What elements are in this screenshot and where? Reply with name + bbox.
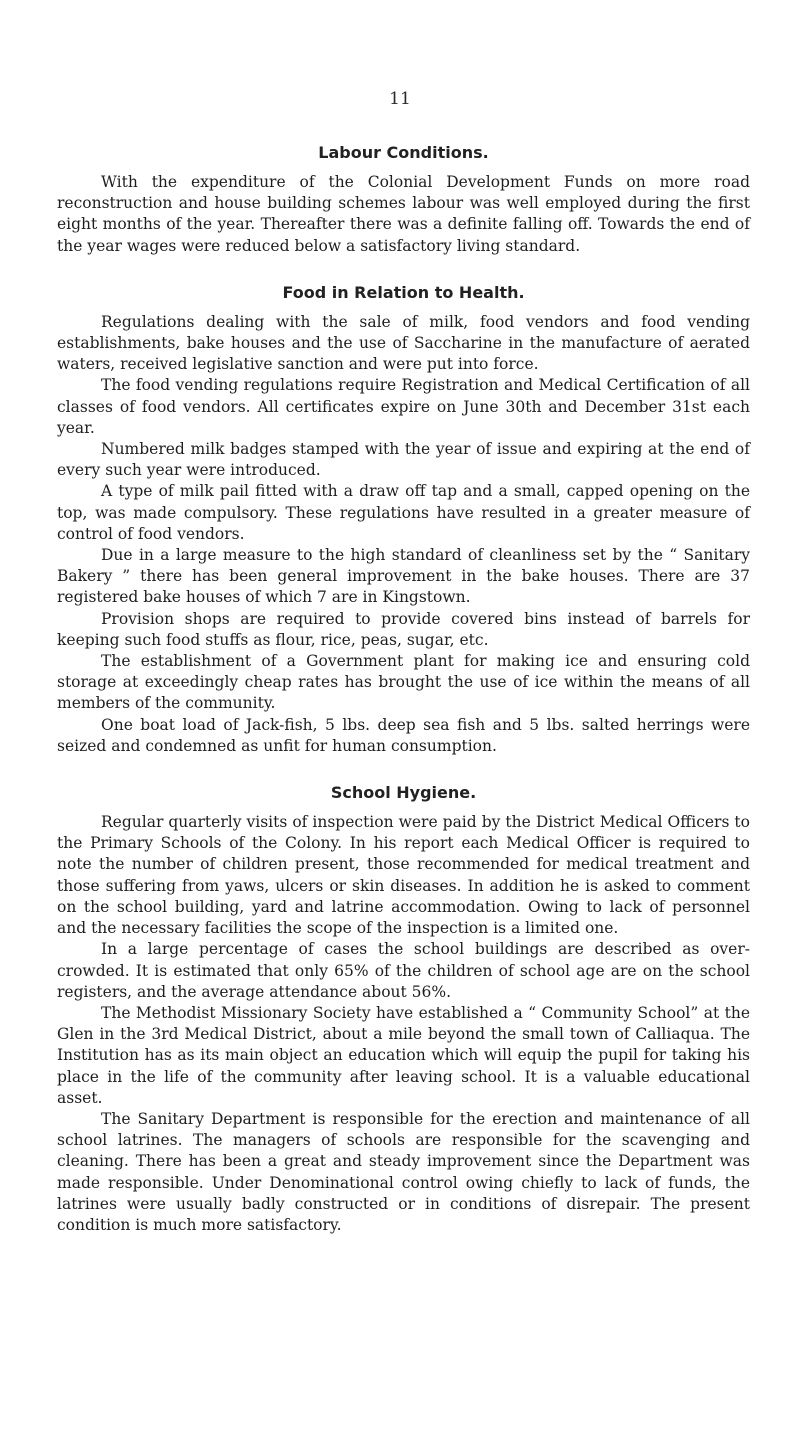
- section-food-health: [57, 283, 750, 757]
- page-number: 11: [389, 89, 411, 109]
- section-heading: School Hygiene.: [330, 783, 477, 803]
- paragraph: Due in a large measure to the high standard of cleanliness set by the “ Sanitary Bakery ” there has been general improvement in the bake houses. There are 37 registered bake houses of which 7 are in Kingstown.: [57, 546, 750, 607]
- section-labour-conditions: [57, 143, 750, 257]
- document-body: [57, 143, 750, 1236]
- paragraph: The establishment of a Government plant for making ice and ensuring cold storage at exceedingly cheap rates has brought the use of ice within the means of all members of the community.: [57, 652, 750, 713]
- paragraph: Regulations dealing with the sale of milk, food vendors and food vending establishments, bake houses and the use of Saccharine in the manufacture of aerated waters, received legislative sanction and were put into force.: [57, 312, 750, 374]
- paragraph: The Methodist Missionary Society have established a “ Community School” at the Glen in the 3rd Medical District, about a mile beyond the small town of Calliaqua. The Institution has as its main object an education which will equip the pupil for taking his place in the life of the community after leaving school. It is a valuable educational asset.: [57, 1003, 750, 1107]
- paragraph: The Sanitary Department is responsible for the erection and maintenance of all school latrines. The managers of schools are responsible for the scavenging and cleaning. There has been a great and steady improvement since the Department was made responsible. Under Denominational control owing chiefly to lack of funds, the latrines were usually badly constructed or in conditions of disrepair. The present condition is much more satisfactory.: [57, 1109, 750, 1234]
- paragraph: The food vending regulations require Registration and Medical Certification of all classes of food vendors. All certificates expire on June 30th and December 31st each year.: [57, 376, 750, 437]
- section-heading: Labour Conditions.: [318, 143, 489, 162]
- paragraph: Regular quarterly visits of inspection were paid by the District Medical Officers to the Primary Schools of the Colony. In his report each Medical Officer is required to note the number of children present, those recommended for medical treatment and those suffering from yaws, ulcers or skin diseases. In addition he is asked to comment on the school building, yard and latrine accommodation. Owing to lack of personnel and the necessary facilities the scope of the inspection is a limited one.: [57, 813, 750, 938]
- paragraph: In a large percentage of cases the school buildings are described as over-crowded. It is estimated that only 65% of the children of school age are on the school registers, and the average attendance about 56%.: [57, 940, 750, 1001]
- section-school-hygiene: [57, 783, 750, 1236]
- paragraph: Numbered milk badges stamped with the year of issue and expiring at the end of every such year were introduced.: [57, 440, 750, 480]
- paragraph: Provision shops are required to provide covered bins instead of barrels for keeping such food stuffs as flour, rice, peas, sugar, etc.: [57, 609, 750, 649]
- section-heading: Food in Relation to Health.: [282, 282, 525, 302]
- paragraph: With the expenditure of the Colonial Development Funds on more road reconstruction and house building schemes labour was well employed during the first eight months of the year. Thereafter there was a definite falling off. Towards the end of the year wages were reduced below a satisfactory living standard.: [57, 173, 750, 255]
- paragraph: One boat load of Jack-fish, 5 lbs. deep sea fish and 5 lbs. salted herrings were seized and condemned as unfit for human consumption.: [57, 715, 750, 755]
- paragraph: A type of milk pail fitted with a draw off tap and a small, capped opening on the top, was made compulsory. These regulations have resulted in a greater measure of control of food vendors.: [57, 482, 750, 543]
